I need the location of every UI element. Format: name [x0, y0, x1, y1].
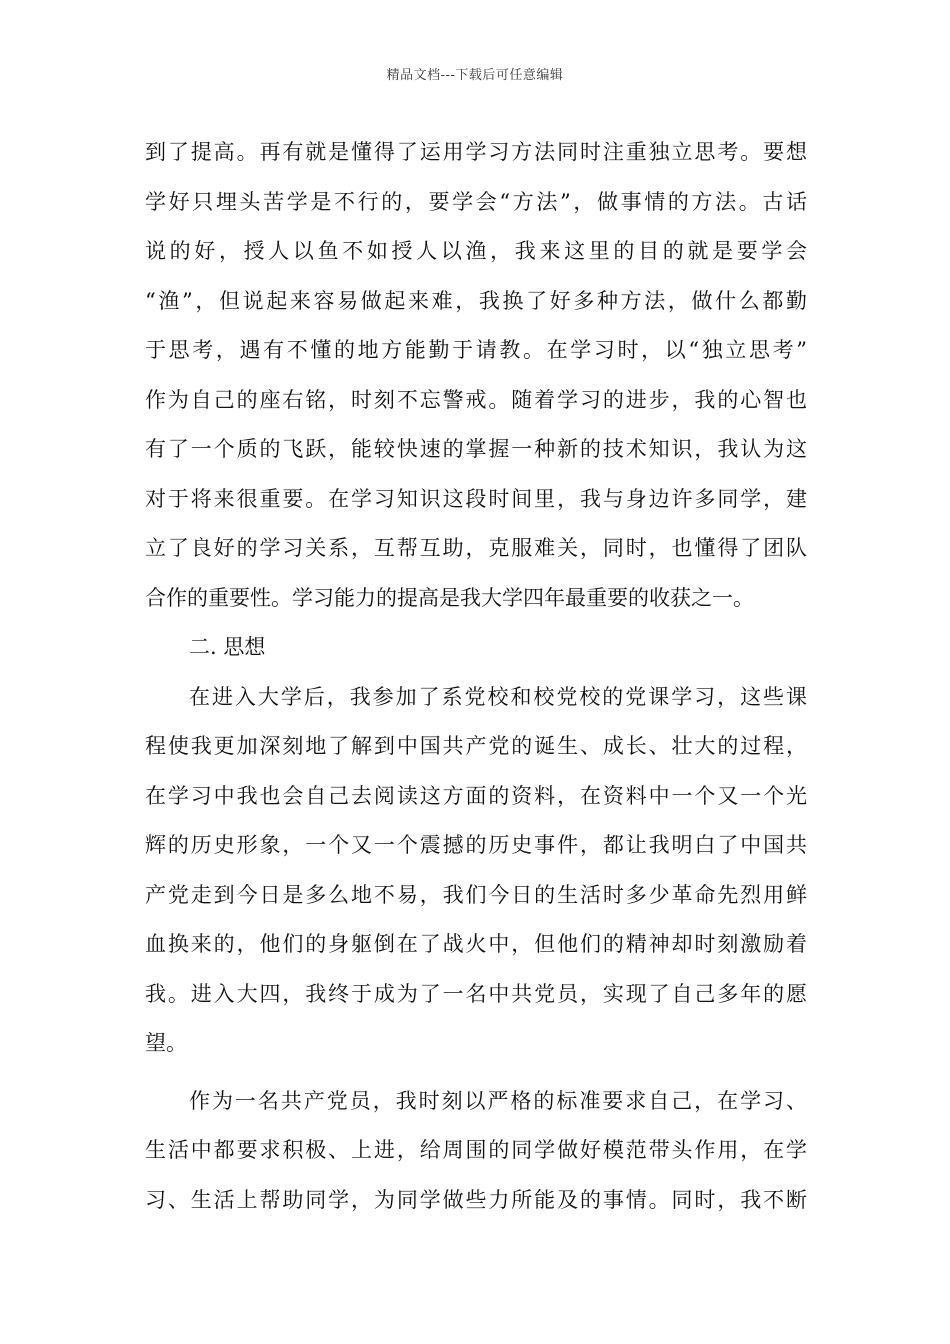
text-line: 习、生活上帮助同学，为同学做些力所能及的事情。同时，我不断	[145, 1187, 807, 1212]
text-line: 产党走到今日是多么地不易，我们今日的生活时多少革命先烈用鲜	[145, 882, 807, 907]
paragraph-spacer	[145, 1069, 807, 1077]
section-heading: 二. 思想	[189, 635, 266, 659]
text-line: 立了良好的学习关系，互帮互助，克服难关，同时，也懂得了团队	[145, 536, 807, 560]
text-line: 望。	[145, 1031, 187, 1055]
text-line: 我。进入大四，我终于成为了一名中共党员，实现了自己多年的愿	[145, 981, 807, 1006]
page-header: 精品文档---下载后可任意编辑	[386, 68, 564, 83]
text-line: 程使我更加深刻地了解到中国共产党的诞生、成长、壮大的过程，	[145, 734, 807, 758]
paragraph-party-member	[145, 1077, 807, 1226]
text-line: 在进入大学后，我参加了系党校和校党校的党课学习，这些课	[189, 684, 807, 709]
paragraph-thought	[145, 673, 807, 1069]
text-line: 在学习中我也会自己去阅读这方面的资料，在资料中一个又一个光	[145, 783, 807, 808]
text-line: 说的好，授人以鱼不如授人以渔，我来这里的目的就是要学会	[145, 239, 807, 263]
text-line: 辉的历史形象，一个又一个震撼的历史事件，都让我明白了中国共	[145, 833, 807, 857]
text-line: 对于将来很重要。在学习知识这段时间里，我与身边许多同学，建	[145, 486, 807, 511]
text-line: 有了一个质的飞跃，能较快速的掌握一种新的技术知识，我认为这	[145, 437, 807, 461]
paragraph-study	[145, 128, 807, 623]
text-line: 作为一名共产党员，我时刻以严格的标准要求自己，在学习、	[189, 1088, 807, 1113]
document-body	[145, 128, 807, 1225]
text-line: 作为自己的座右铭，时刻不忘警戒。随着学习的进步，我的心智也	[145, 387, 807, 412]
text-line: 学好只埋头苦学是不行的，要学会“方法”，做事情的方法。古话	[145, 189, 807, 214]
text-line: “渔”，但说起来容易做起来难，我换了好多种方法，做什么都勤	[145, 288, 807, 313]
text-line: 血换来的，他们的身躯倒在了战火中，但他们的精神却时刻激励着	[145, 932, 807, 956]
text-line: 生活中都要求积极、上进，给周围的同学做好模范带头作用，在学	[145, 1138, 807, 1162]
text-line: 于思考，遇有不懂的地方能勤于请教。在学习时，以“独立思考”	[145, 338, 807, 362]
text-line: 到了提高。再有就是懂得了运用学习方法同时注重独立思考。要想	[145, 140, 807, 164]
text-line: 合作的重要性。学习能力的提高是我大学四年最重要的收获之一。	[145, 585, 754, 610]
